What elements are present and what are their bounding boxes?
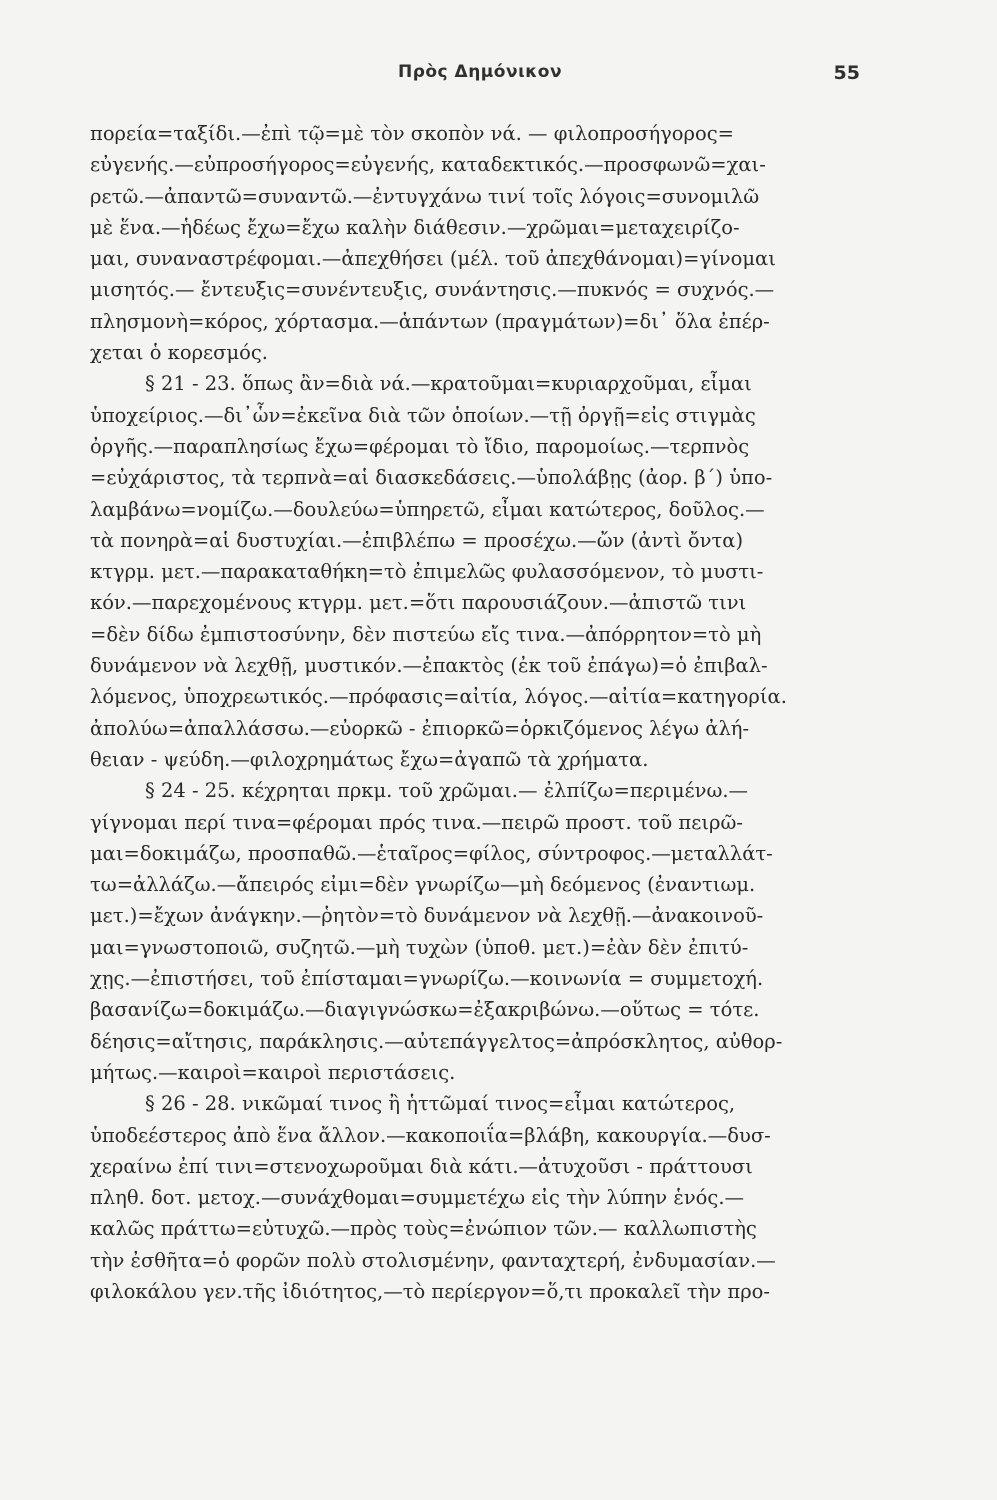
- text-line: θειαν - ψεύδη.—φιλοχρημάτως ἔχω=ἀγαπῶ τὰ χρήματα.: [90, 747, 649, 771]
- text-line: δέησις=αἴτησις, παράκλησις.—αὐτεπάγγελτος=ἀπρόσκλητος, αὐθορ-: [90, 1029, 783, 1053]
- text-line: πλησμονὴ=κόρος, χόρτασμα.—ἁπάντων (πραγμάτων)=δι᾽ ὅλα ἐπέρ-: [90, 309, 770, 333]
- text-line: § 21 - 23. ὅπως ἂν=διὰ νά.—κρατοῦμαι=κυριαρχοῦμαι, εἶμαι: [145, 372, 752, 396]
- text-line: μισητός.— ἔντευξις=συνέντευξις, συνάντησις.—πυκνός = συχνός.—: [90, 278, 775, 302]
- text-line: χῃς.—ἐπιστήσει, τοῦ ἐπίσταμαι=γνωρίζω.—κοινωνία = συμμετοχή.: [90, 967, 764, 991]
- text-line: ὑποδεέστερος ἀπὸ ἕνα ἄλλον.—κακοποιΐα=βλάβη, κακουργία.—δυσ-: [90, 1123, 771, 1147]
- page-number: 55: [833, 62, 860, 84]
- text-line: τὴν ἐσθῆτα=ὁ φορῶν πολὺ στολισμένην, φανταχτερή, ἐνδυμασίαν.—: [90, 1248, 776, 1272]
- text-line: εὐγενής.—εὐπροσήγορος=εὐγενής, καταδεκτικός.—προσφωνῶ=χαι-: [90, 153, 766, 177]
- text-line: μήτως.—καιροὶ=καιροὶ περιστάσεις.: [90, 1060, 456, 1084]
- page-header: [90, 62, 870, 88]
- text-line: =δὲν δίδω ἐμπιστοσύνην, δὲν πιστεύω εἴς τινα.—ἀπόρρητον=τὸ μὴ: [90, 622, 762, 646]
- text-line: μαι, συναναστρέφομαι.—ἀπεχθήσει (μέλ. τοῦ ἀπεχθάνομαι)=γίνομαι: [90, 247, 776, 271]
- text-line: φιλοκάλου γεν.τῆς ἰδιότητος,—τὸ περίεργον=ὅ,τι προκαλεῖ τὴν προ-: [90, 1279, 770, 1303]
- text-line: ρετῶ.—ἀπαντῶ=συναντῶ.—ἐντυγχάνω τινί τοῖς λόγοις=συνομιλῶ: [90, 184, 760, 208]
- text-line: τω=ἀλλάζω.—ἄπειρός εἰμι=δὲν γνωρίζω—μὴ δεόμενος (ἐναντιωμ.: [90, 873, 756, 897]
- text-line: μαι=γνωστοποιῶ, συζητῶ.—μὴ τυχὼν (ὑποθ. μετ.)=ἐὰν δὲν ἐπιτύ-: [90, 935, 749, 959]
- text-line: βασανίζω=δοκιμάζω.—διαγιγνώσκω=ἐξακριβώνω.—οὕτως = τότε.: [90, 998, 760, 1022]
- text-line: κόν.—παρεχομένους κτγρμ. μετ.=ὅτι παρουσιάζουν.—ἀπιστῶ τινι: [90, 591, 747, 615]
- text-line: μετ.)=ἔχων ἀνάγκην.—ῥητὸν=τὸ δυνάμενον νὰ λεχθῇ.—ἀνακοινοῦ-: [90, 904, 764, 928]
- text-line: =εὐχάριστος, τὰ τερπνὰ=αἱ διασκεδάσεις.—ὑπολάβῃς (ἀορ. β΄) ὑπο-: [90, 466, 773, 490]
- text-line: λόμενος, ὑποχρεωτικός.—πρόφασις=αἰτία, λόγος.—αἰτία=κατηγορία.: [90, 685, 787, 709]
- text-line: § 26 - 28. νικῶμαί τινος ἢ ἡττῶμαί τινος=εἶμαι κατώτερος,: [145, 1092, 736, 1116]
- text-line: ἀπολύω=ἀπαλλάσσω.—εὐορκῶ - ἐπιορκῶ=ὁρκιζόμενος λέγω ἀλή-: [90, 716, 750, 740]
- text-line: χεται ὁ κορεσμός.: [90, 341, 268, 365]
- text-line: μὲ ἕνα.—ἡδέως ἔχω=ἔχω καλὴν διάθεσιν.—χρῶμαι=μεταχειρίζο-: [90, 215, 740, 239]
- text-line: καλῶς πράττω=εὐτυχῶ.—πρὸς τοὺς=ἐνώπιον τῶν.— καλλωπιστὴς: [90, 1217, 757, 1241]
- text-line: λαμβάνω=νομίζω.—δουλεύω=ὑπηρετῶ, εἶμαι κατώτερος, δοῦλος.—: [90, 497, 765, 521]
- text-line: χεραίνω ἐπί τινι=στενοχωροῦμαι διὰ κάτι.—ἀτυχοῦσι - πράττουσι: [90, 1154, 753, 1178]
- text-line: μαι=δοκιμάζω, προσπαθῶ.—ἑταῖρος=φίλος, σύντροφος.—μεταλλάτ-: [90, 841, 773, 865]
- text-line: τὰ πονηρὰ=αἱ δυστυχίαι.—ἐπιβλέπω = προσέχω.—ὤν (ἀντὶ ὄντα): [90, 528, 744, 552]
- text-line: πληθ. δοτ. μετοχ.—συνάχθομαι=συμμετέχω εἰς τὴν λύπην ἑνός.—: [90, 1186, 745, 1210]
- running-title: Πρὸς Δημόνικον: [397, 62, 563, 82]
- text-line: γίγνομαι περί τινα=φέρομαι πρός τινα.—πειρῶ προστ. τοῦ πειρῶ-: [90, 810, 743, 834]
- text-line: πορεία=ταξίδι.—ἐπὶ τῷ=μὲ τὸν σκοπὸν νά. — φιλοπροσήγορος=: [90, 122, 735, 145]
- glossary-text: [90, 118, 880, 1307]
- text-line: κτγρμ. μετ.—παρακαταθήκη=τὸ ἐπιμελῶς φυλασσόμενον, τὸ μυστι-: [90, 560, 764, 584]
- text-line: δυνάμενον νὰ λεχθῇ, μυστικόν.—ἐπακτὸς (ἐκ τοῦ ἐπάγω)=ὁ ἐπιβαλ-: [90, 654, 768, 678]
- text-line: ὑποχείριος.—δι᾽ὧν=ἐκεῖνα διὰ τῶν ὁποίων.—τῇ ὀργῇ=εἰς στιγμὰς: [90, 403, 756, 427]
- text-line: § 24 - 25. κέχρηται πρκμ. τοῦ χρῶμαι.— ἐλπίζω=περιμένω.—: [145, 779, 749, 803]
- text-line: ὀργῆς.—παραπλησίως ἔχω=φέρομαι τὸ ἴδιο, παρομοίως.—τερπνὸς: [90, 434, 750, 458]
